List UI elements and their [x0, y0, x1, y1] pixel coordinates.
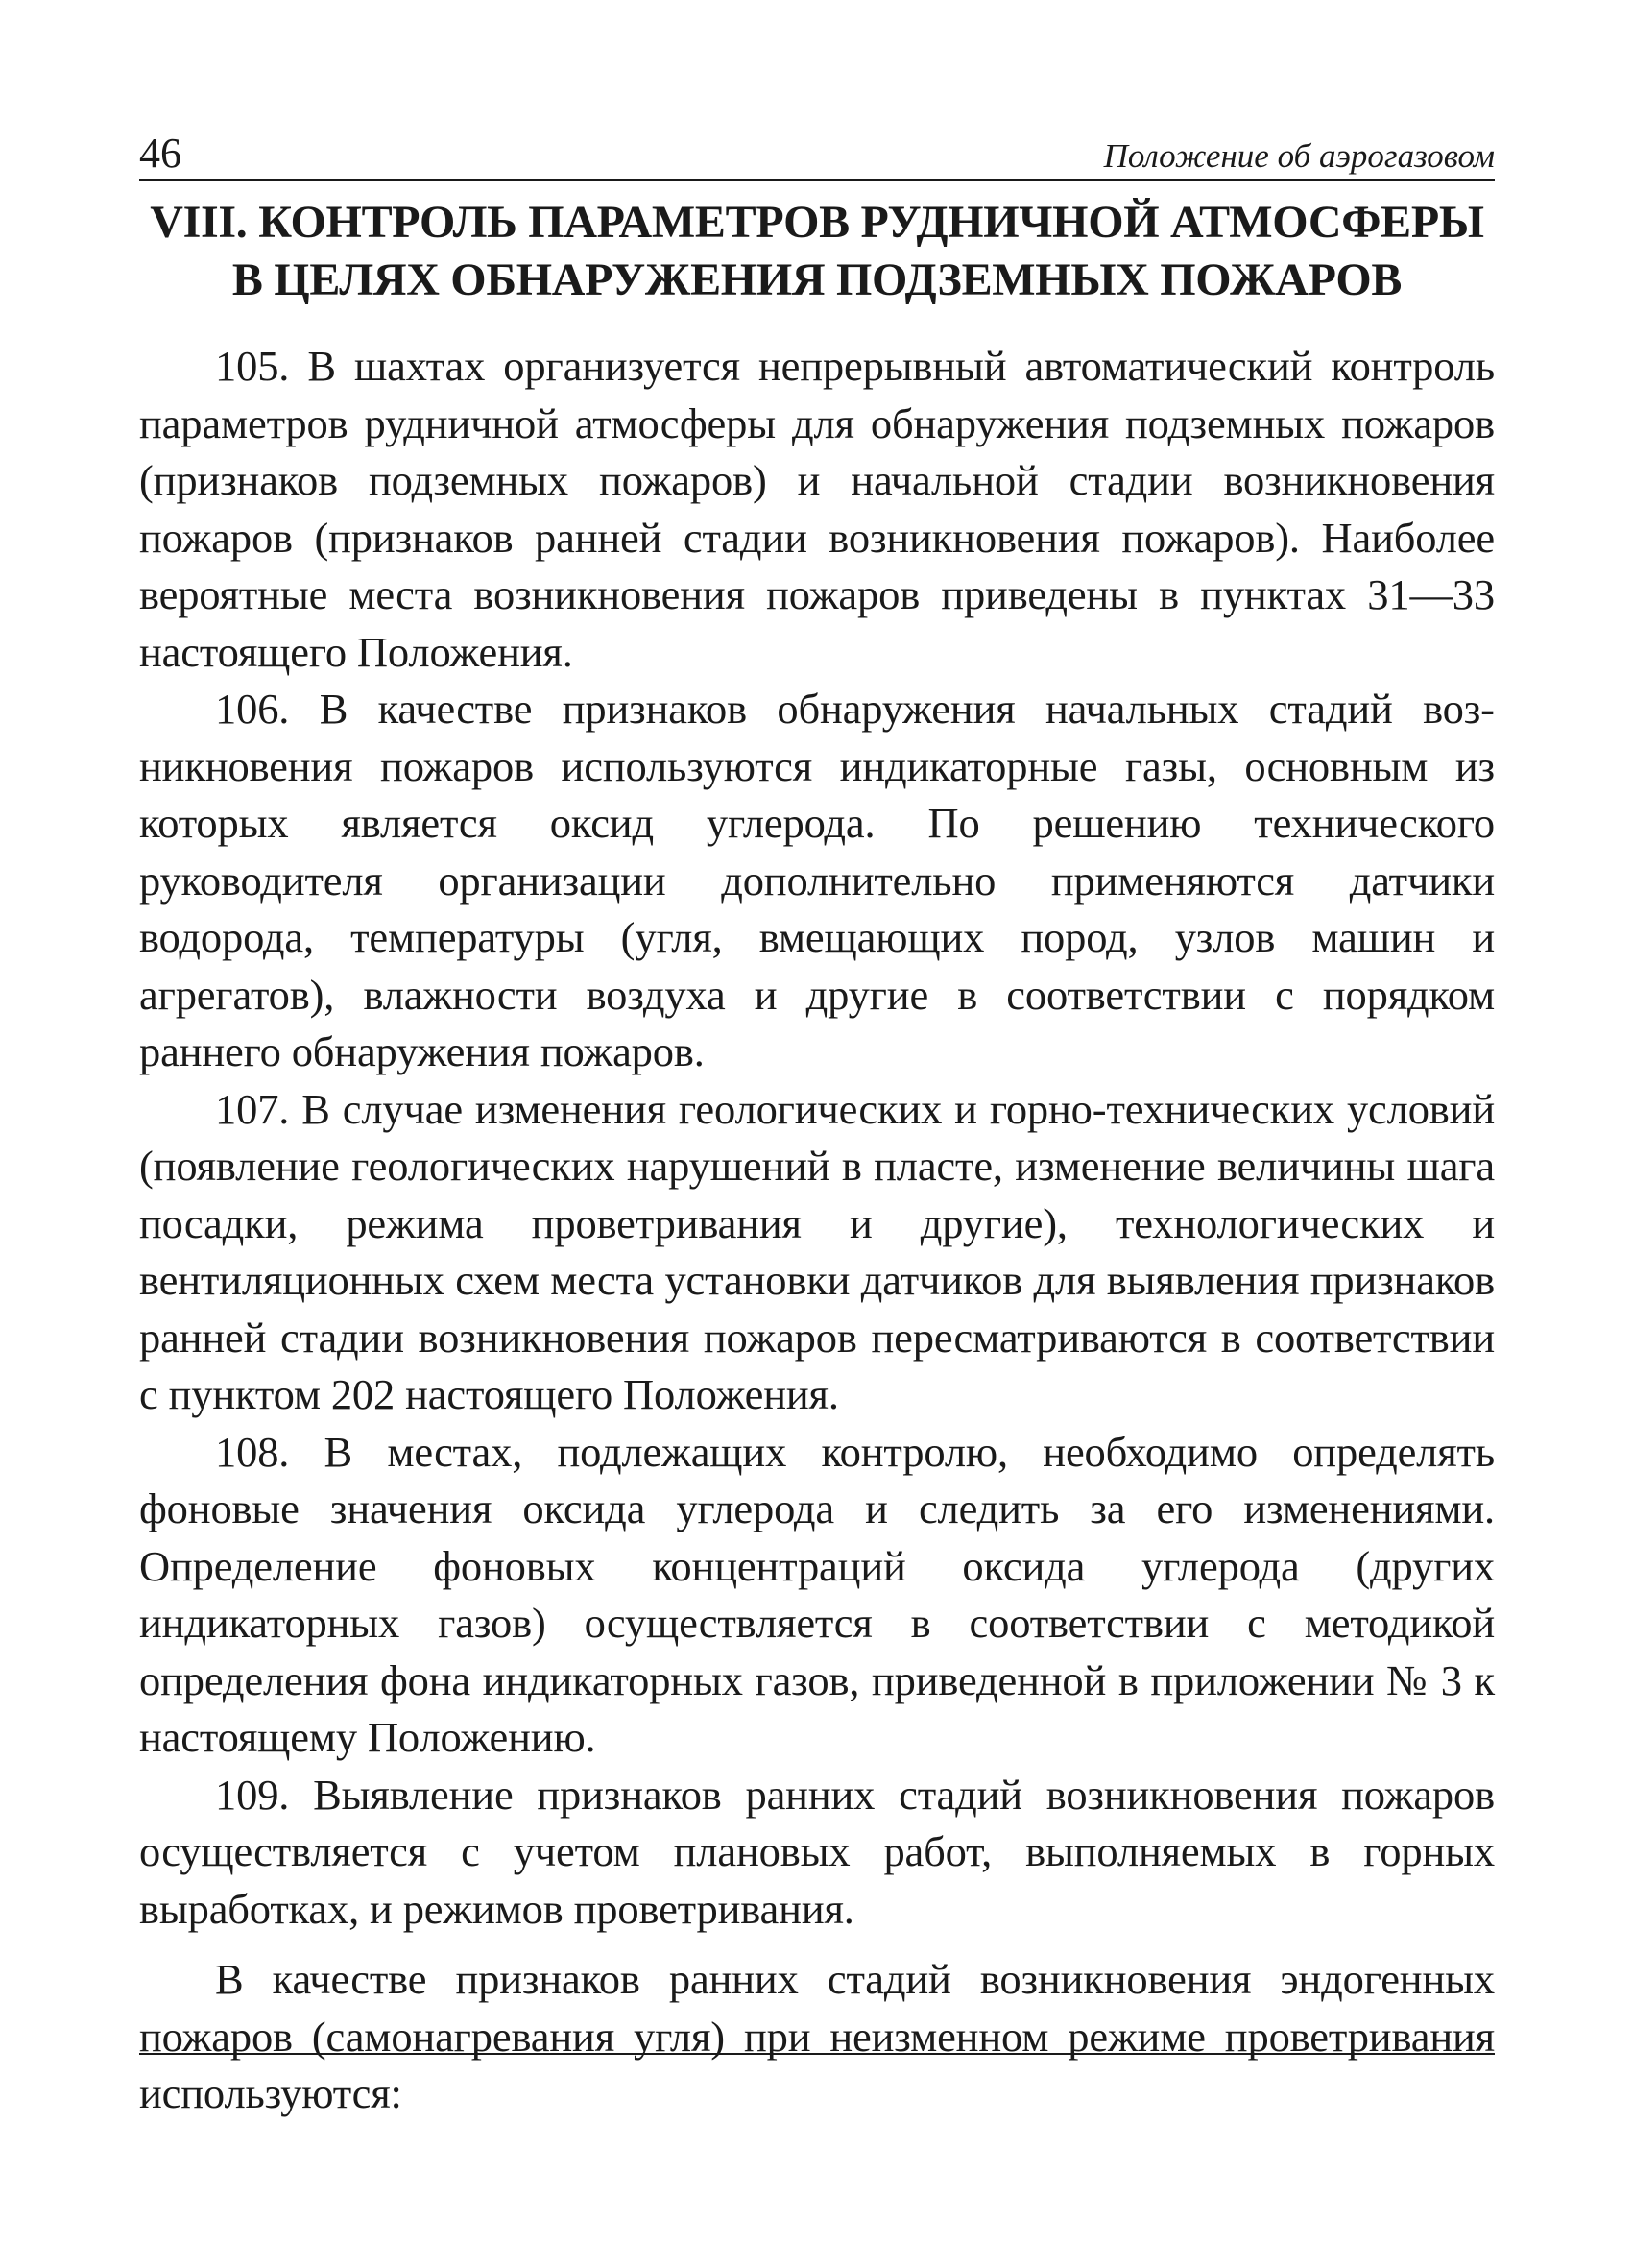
paragraph-106: 106. В качестве признаков обнаружения начальных стадий возникновения пожаров используются индикаторные газы, основным из которых является оксид углерода. По решению технического руководителя организации дополнительно применяются датчики водорода, температуры (угля, вмещающих пород, узлов машин и агрегатов), влажности воздуха и другие в соответствии с порядком раннего обнаружения пожаров.: [139, 685, 1495, 1075]
body-text: [139, 338, 1495, 2123]
paragraph-107: 107. В случае изменения геологических и горно-технических условий (появление геологических нарушений в пласте, изменение величины шага посадки, режима проветривания и другие), технологических и вентиляционных схем места установки датчиков для выявления признаков ранней стадии возникновения пожаров пересматриваются в соответствии с пунктом 202 настоящего Положения.: [139, 1084, 1495, 1418]
page-number: 46: [139, 130, 181, 177]
paragraph-108: 108. В местах, подлежащих контролю, необходимо определять фоновые значения оксида углерода и следить за его изменениями. Определение фоновых концентраций оксида углерода (других индикаторных газов) осуществляется в соответствии с методикой определения фона индикаторных газов, приведенной в приложении № 3 к настоящему Положению.: [139, 1427, 1495, 1761]
paragraph-109: 109. Выявление признаков ранних стадий возникновения пожаров осуществляется с учетом плановых работ, выполняемых в горных выработках, и режимов проветривания.: [139, 1770, 1495, 1933]
running-header: [139, 123, 1495, 181]
running-title: Положение об аэрогазовом: [1103, 137, 1495, 175]
footnote-rule: [139, 2053, 1495, 2055]
document-page: [139, 123, 1495, 2123]
section-title: [139, 194, 1495, 309]
section-title-line-1: VIII. КОНТРОЛЬ ПАРАМЕТРОВ РУДНИЧНОЙ АТМОСФЕРЫ: [150, 197, 1484, 248]
paragraph-indicators-intro: В качестве признаков ранних стадий возникновения эндогенных пожаров (самонагревания угля) при неизменном режиме проветривания используются:: [139, 1955, 1495, 2117]
paragraph-105: 105. В шахтах организуется непрерывный автоматический контроль параметров рудничной атмосферы для обнаружения подземных пожаров (признаков подземных пожаров) и начальной стадии возникновения пожаров (признаков ранней стадии возникновения пожаров). Наиболее вероятные места возникновения пожаров приведены в пунктах 31—33 настоящего Положения.: [139, 342, 1495, 676]
section-title-line-2: В ЦЕЛЯХ ОБНАРУЖЕНИЯ ПОДЗЕМНЫХ ПОЖАРОВ: [231, 254, 1403, 305]
